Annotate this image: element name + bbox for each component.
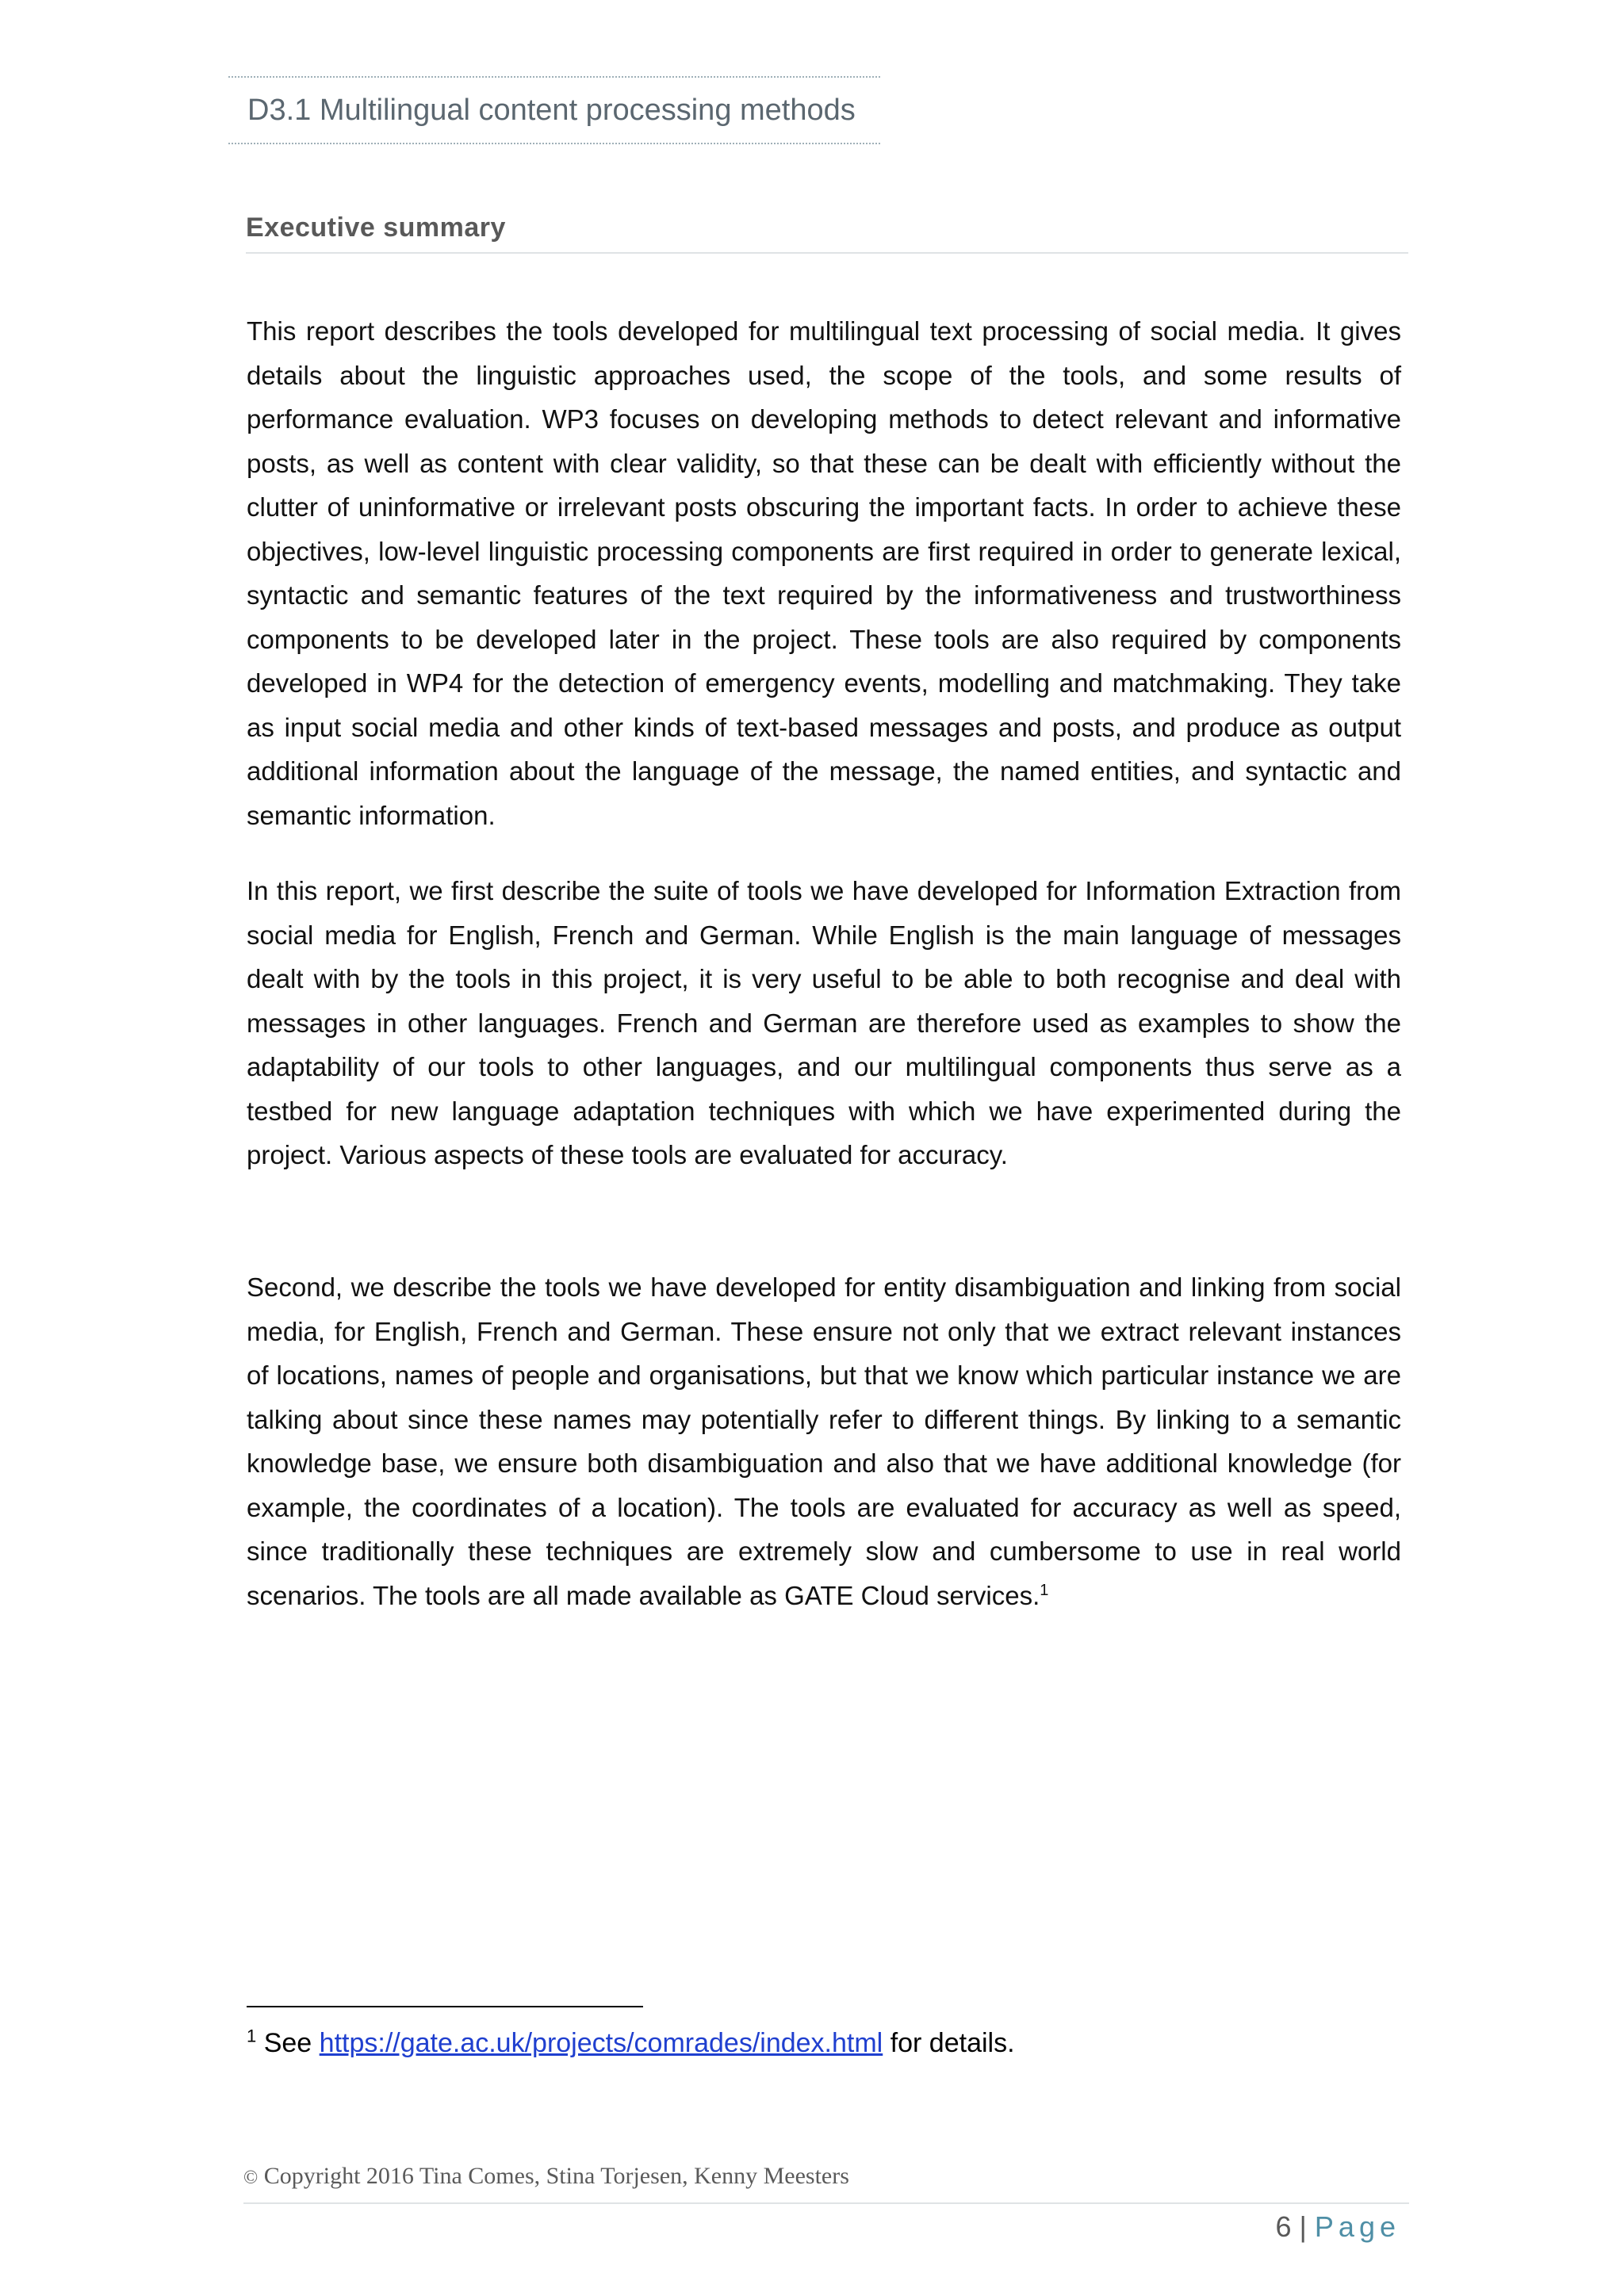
footnote-separator bbox=[247, 2006, 643, 2007]
footnote-prefix: See bbox=[263, 2028, 312, 2058]
footnote-number: 1 bbox=[247, 2026, 257, 2046]
page-word: Page bbox=[1314, 2210, 1400, 2243]
footnote-suffix: for details. bbox=[890, 2028, 1015, 2058]
running-header bbox=[228, 76, 880, 144]
section-heading bbox=[246, 212, 1408, 254]
footnote-link[interactable]: https://gate.ac.uk/projects/comrades/index.html bbox=[319, 2028, 883, 2058]
page-number-value: 6 bbox=[1275, 2210, 1292, 2243]
paragraph-3-text: Second, we describe the tools we have developed for entity disambiguation and linking from social media, for English, French and German. These ensure not only that we extract relevant instances of locations, names of people and organisations, but that we know which particular instance we are talking about since these names may potentially refer to different things. By linking to a semantic knowledge base, we ensure both disambiguation and also that we have additional knowledge (for example, the coordinates of a location). The tools are evaluated for accuracy as well as speed, since traditionally these techniques are extremely slow and cumbersome to use in real world scenarios. The tools are all made available as GATE Cloud services. bbox=[247, 1272, 1401, 1610]
document-title: D3.1 Multilingual content processing methods bbox=[247, 94, 856, 127]
paragraph-2: In this report, we first describe the suite of tools we have developed for Information Extraction from social media for English, French and German. While English is the main language of messages dealt with by the tools in this project, it is very useful to be able to both recognise and deal with messages in other languages. French and German are therefore used as examples to show the adaptability of our tools to other languages, and our multilingual components thus serve as a testbed for new language adaptation techniques with which we have experimented during the project. Various aspects of these tools are evaluated for accuracy. bbox=[247, 876, 1401, 1169]
footer-rule bbox=[243, 2202, 1409, 2204]
footnote bbox=[247, 2028, 1015, 2059]
section-heading-text: Executive summary bbox=[246, 212, 506, 243]
page-number bbox=[1266, 2210, 1400, 2244]
copyright-symbol: © bbox=[243, 2168, 259, 2188]
copyright-notice bbox=[243, 2163, 849, 2190]
paragraph-3 bbox=[247, 1265, 1401, 1617]
page-separator: | bbox=[1299, 2210, 1307, 2243]
paragraph-1: This report describes the tools developed for multilingual text processing of social media. It gives details about the linguistic approaches used, the scope of the tools, and some results of performance evaluation. WP3 focuses on developing methods to detect relevant and informative posts, as well as content with clear validity, so that these can be dealt with efficiently without the clutter of uninformative or irrelevant posts obscuring the important facts. In order to achieve these objectives, low-level linguistic processing components are first required in order to generate lexical, syntactic and semantic features of the text required by the informativeness and trustworthiness components to be developed later in the project. These tools are also required by components developed in WP4 for the detection of emergency events, modelling and matchmaking. They take as input social media and other kinds of text-based messages and posts, and produce as output additional information about the language of the message, the named entities, and syntactic and semantic information. bbox=[247, 316, 1401, 830]
footnote-reference[interactable]: 1 bbox=[1040, 1581, 1049, 1599]
copyright-text: Copyright 2016 Tina Comes, Stina Torjesen, Kenny Meesters bbox=[263, 2163, 849, 2189]
